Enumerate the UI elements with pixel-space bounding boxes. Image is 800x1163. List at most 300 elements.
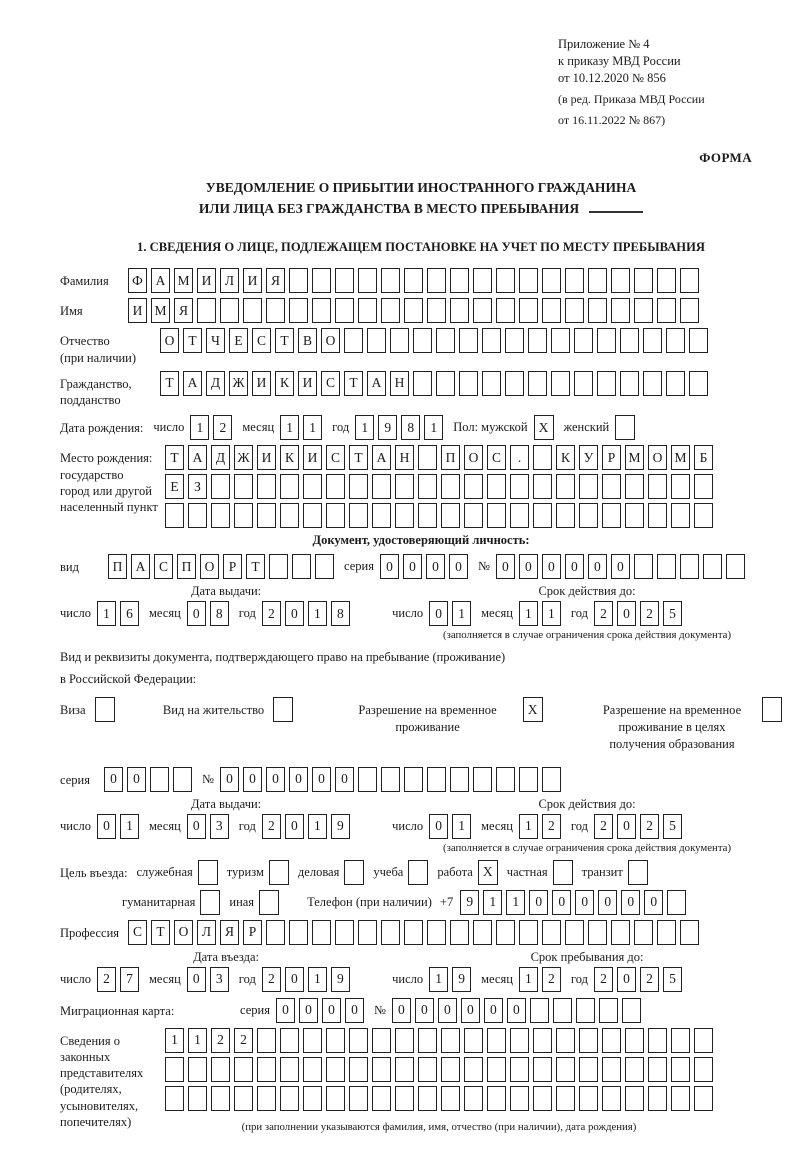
char-cell[interactable] xyxy=(611,920,630,945)
char-cell[interactable] xyxy=(188,1086,207,1111)
char-cell[interactable] xyxy=(349,1086,368,1111)
char-cell[interactable]: Т xyxy=(344,371,363,396)
char-cell[interactable] xyxy=(269,554,288,579)
char-cell[interactable] xyxy=(556,503,575,528)
char-cell[interactable] xyxy=(657,298,676,323)
char-cell[interactable] xyxy=(326,503,345,528)
char-cell[interactable] xyxy=(418,503,437,528)
char-cell[interactable]: 1 xyxy=(452,814,471,839)
char-cell[interactable] xyxy=(418,1086,437,1111)
char-cell[interactable] xyxy=(588,920,607,945)
char-cell[interactable] xyxy=(574,328,593,353)
char-cell[interactable] xyxy=(303,1028,322,1053)
char-cell[interactable] xyxy=(165,1086,184,1111)
char-cell[interactable] xyxy=(211,1057,230,1082)
char-cell[interactable]: 0 xyxy=(266,767,285,792)
char-cell[interactable]: Ж xyxy=(234,445,253,470)
char-cell[interactable]: 0 xyxy=(507,998,526,1023)
char-cell[interactable] xyxy=(551,371,570,396)
char-cell[interactable] xyxy=(372,1028,391,1053)
char-cell[interactable]: Я xyxy=(220,920,239,945)
char-cell[interactable]: 2 xyxy=(211,1028,230,1053)
char-cell[interactable]: Ч xyxy=(206,328,225,353)
char-cell[interactable]: М xyxy=(174,268,193,293)
char-cell[interactable] xyxy=(648,474,667,499)
char-cell[interactable] xyxy=(648,1057,667,1082)
char-cell[interactable]: 0 xyxy=(617,814,636,839)
char-cell[interactable]: 0 xyxy=(285,814,304,839)
char-cell[interactable] xyxy=(418,1028,437,1053)
char-cell[interactable]: 3 xyxy=(210,814,229,839)
char-cell[interactable]: Т xyxy=(151,920,170,945)
char-cell[interactable]: 6 xyxy=(120,601,139,626)
char-cell[interactable] xyxy=(312,920,331,945)
char-cell[interactable]: 1 xyxy=(452,601,471,626)
char-cell[interactable] xyxy=(519,767,538,792)
char-cell[interactable] xyxy=(220,298,239,323)
char-cell[interactable] xyxy=(349,474,368,499)
char-cell[interactable] xyxy=(556,1028,575,1053)
char-cell[interactable] xyxy=(450,767,469,792)
char-cell[interactable] xyxy=(211,1086,230,1111)
char-cell[interactable]: 0 xyxy=(552,890,571,915)
char-cell[interactable]: Е xyxy=(165,474,184,499)
char-cell[interactable]: С xyxy=(128,920,147,945)
char-cell[interactable] xyxy=(671,1028,690,1053)
char-cell[interactable] xyxy=(312,268,331,293)
char-cell[interactable]: И xyxy=(197,268,216,293)
char-cell[interactable]: Б xyxy=(694,445,713,470)
char-cell[interactable]: 0 xyxy=(529,890,548,915)
char-cell[interactable] xyxy=(326,1028,345,1053)
char-cell[interactable] xyxy=(349,1028,368,1053)
char-cell[interactable] xyxy=(542,767,561,792)
char-cell[interactable]: Л xyxy=(220,268,239,293)
char-cell[interactable]: 1 xyxy=(308,601,327,626)
char-cell[interactable]: 9 xyxy=(378,415,397,440)
char-cell[interactable]: 2 xyxy=(213,415,232,440)
char-cell[interactable] xyxy=(726,554,745,579)
char-cell[interactable] xyxy=(188,503,207,528)
sex-male-checkbox[interactable]: X xyxy=(534,415,554,440)
char-cell[interactable]: 2 xyxy=(97,967,116,992)
char-cell[interactable] xyxy=(381,767,400,792)
char-cell[interactable]: И xyxy=(243,268,262,293)
char-cell[interactable]: А xyxy=(151,268,170,293)
char-cell[interactable]: П xyxy=(441,445,460,470)
char-cell[interactable]: 0 xyxy=(220,767,239,792)
char-cell[interactable] xyxy=(441,474,460,499)
char-cell[interactable] xyxy=(671,1057,690,1082)
char-cell[interactable]: 0 xyxy=(426,554,445,579)
char-cell[interactable] xyxy=(450,298,469,323)
char-cell[interactable] xyxy=(450,920,469,945)
char-cell[interactable] xyxy=(579,1028,598,1053)
char-cell[interactable]: 1 xyxy=(542,601,561,626)
char-cell[interactable] xyxy=(556,1086,575,1111)
char-cell[interactable] xyxy=(680,920,699,945)
char-cell[interactable] xyxy=(390,328,409,353)
char-cell[interactable] xyxy=(427,767,446,792)
char-cell[interactable]: О xyxy=(200,554,219,579)
char-cell[interactable] xyxy=(413,328,432,353)
char-cell[interactable]: З xyxy=(188,474,207,499)
char-cell[interactable]: Н xyxy=(395,445,414,470)
char-cell[interactable]: 1 xyxy=(519,814,538,839)
char-cell[interactable] xyxy=(487,1057,506,1082)
char-cell[interactable] xyxy=(643,371,662,396)
purpose-official-checkbox[interactable] xyxy=(198,860,218,885)
char-cell[interactable]: 0 xyxy=(97,814,116,839)
char-cell[interactable]: 0 xyxy=(461,998,480,1023)
char-cell[interactable]: М xyxy=(671,445,690,470)
char-cell[interactable]: 0 xyxy=(575,890,594,915)
char-cell[interactable] xyxy=(257,1057,276,1082)
char-cell[interactable] xyxy=(464,1028,483,1053)
char-cell[interactable] xyxy=(533,445,552,470)
char-cell[interactable] xyxy=(634,920,653,945)
char-cell[interactable] xyxy=(622,998,641,1023)
char-cell[interactable] xyxy=(625,474,644,499)
char-cell[interactable] xyxy=(579,1057,598,1082)
char-cell[interactable]: К xyxy=(280,445,299,470)
temp-residence-checkbox[interactable]: X xyxy=(523,697,543,722)
char-cell[interactable]: К xyxy=(275,371,294,396)
char-cell[interactable]: 8 xyxy=(401,415,420,440)
char-cell[interactable] xyxy=(625,1057,644,1082)
char-cell[interactable] xyxy=(173,767,192,792)
char-cell[interactable] xyxy=(257,1028,276,1053)
char-cell[interactable]: 0 xyxy=(565,554,584,579)
char-cell[interactable] xyxy=(404,268,423,293)
char-cell[interactable]: 2 xyxy=(594,814,613,839)
char-cell[interactable]: П xyxy=(177,554,196,579)
char-cell[interactable] xyxy=(487,1086,506,1111)
char-cell[interactable]: 0 xyxy=(542,554,561,579)
char-cell[interactable]: 0 xyxy=(519,554,538,579)
char-cell[interactable] xyxy=(427,268,446,293)
char-cell[interactable]: 2 xyxy=(640,601,659,626)
char-cell[interactable]: А xyxy=(183,371,202,396)
char-cell[interactable] xyxy=(602,1086,621,1111)
char-cell[interactable] xyxy=(326,474,345,499)
char-cell[interactable] xyxy=(280,1057,299,1082)
char-cell[interactable] xyxy=(625,1028,644,1053)
char-cell[interactable]: 0 xyxy=(322,998,341,1023)
char-cell[interactable] xyxy=(689,328,708,353)
char-cell[interactable] xyxy=(542,920,561,945)
char-cell[interactable] xyxy=(671,474,690,499)
char-cell[interactable]: Ф xyxy=(128,268,147,293)
char-cell[interactable] xyxy=(666,328,685,353)
char-cell[interactable]: 0 xyxy=(187,814,206,839)
char-cell[interactable]: И xyxy=(252,371,271,396)
char-cell[interactable] xyxy=(634,298,653,323)
char-cell[interactable] xyxy=(473,767,492,792)
char-cell[interactable]: 0 xyxy=(415,998,434,1023)
char-cell[interactable] xyxy=(441,1028,460,1053)
char-cell[interactable] xyxy=(597,328,616,353)
char-cell[interactable]: 2 xyxy=(234,1028,253,1053)
char-cell[interactable] xyxy=(588,268,607,293)
char-cell[interactable] xyxy=(680,298,699,323)
char-cell[interactable] xyxy=(464,1086,483,1111)
char-cell[interactable] xyxy=(266,298,285,323)
char-cell[interactable] xyxy=(602,1057,621,1082)
char-cell[interactable] xyxy=(418,1057,437,1082)
char-cell[interactable] xyxy=(234,1057,253,1082)
char-cell[interactable] xyxy=(292,554,311,579)
char-cell[interactable] xyxy=(496,298,515,323)
char-cell[interactable]: 7 xyxy=(120,967,139,992)
char-cell[interactable] xyxy=(579,503,598,528)
purpose-business-checkbox[interactable] xyxy=(344,860,364,885)
char-cell[interactable] xyxy=(413,371,432,396)
char-cell[interactable]: 0 xyxy=(335,767,354,792)
char-cell[interactable] xyxy=(464,503,483,528)
char-cell[interactable]: 2 xyxy=(262,601,281,626)
char-cell[interactable] xyxy=(404,298,423,323)
char-cell[interactable]: 0 xyxy=(187,967,206,992)
char-cell[interactable] xyxy=(326,1086,345,1111)
char-cell[interactable]: 0 xyxy=(429,814,448,839)
char-cell[interactable]: 0 xyxy=(611,554,630,579)
char-cell[interactable] xyxy=(496,920,515,945)
char-cell[interactable] xyxy=(694,1028,713,1053)
char-cell[interactable] xyxy=(496,268,515,293)
char-cell[interactable] xyxy=(533,1057,552,1082)
char-cell[interactable]: 1 xyxy=(120,814,139,839)
char-cell[interactable]: 0 xyxy=(187,601,206,626)
char-cell[interactable] xyxy=(381,298,400,323)
char-cell[interactable] xyxy=(188,1057,207,1082)
char-cell[interactable] xyxy=(597,371,616,396)
char-cell[interactable] xyxy=(487,474,506,499)
char-cell[interactable]: 0 xyxy=(496,554,515,579)
char-cell[interactable] xyxy=(565,920,584,945)
char-cell[interactable]: 1 xyxy=(190,415,209,440)
char-cell[interactable] xyxy=(358,920,377,945)
char-cell[interactable]: И xyxy=(303,445,322,470)
char-cell[interactable]: 0 xyxy=(285,601,304,626)
char-cell[interactable] xyxy=(395,503,414,528)
char-cell[interactable] xyxy=(358,767,377,792)
char-cell[interactable] xyxy=(312,298,331,323)
char-cell[interactable]: 0 xyxy=(312,767,331,792)
char-cell[interactable] xyxy=(530,998,549,1023)
char-cell[interactable] xyxy=(487,1028,506,1053)
char-cell[interactable] xyxy=(625,1086,644,1111)
char-cell[interactable] xyxy=(289,268,308,293)
char-cell[interactable] xyxy=(404,767,423,792)
char-cell[interactable] xyxy=(418,445,437,470)
char-cell[interactable] xyxy=(565,268,584,293)
char-cell[interactable] xyxy=(459,328,478,353)
char-cell[interactable]: П xyxy=(108,554,127,579)
char-cell[interactable] xyxy=(280,503,299,528)
char-cell[interactable]: 2 xyxy=(542,814,561,839)
char-cell[interactable]: 9 xyxy=(331,814,350,839)
char-cell[interactable] xyxy=(487,503,506,528)
char-cell[interactable] xyxy=(450,268,469,293)
char-cell[interactable] xyxy=(611,268,630,293)
char-cell[interactable]: 5 xyxy=(663,967,682,992)
char-cell[interactable] xyxy=(473,268,492,293)
char-cell[interactable] xyxy=(372,503,391,528)
char-cell[interactable]: И xyxy=(257,445,276,470)
char-cell[interactable] xyxy=(326,1057,345,1082)
char-cell[interactable] xyxy=(257,1086,276,1111)
char-cell[interactable] xyxy=(427,298,446,323)
char-cell[interactable] xyxy=(533,503,552,528)
char-cell[interactable]: А xyxy=(367,371,386,396)
char-cell[interactable]: 2 xyxy=(542,967,561,992)
char-cell[interactable]: 2 xyxy=(640,967,659,992)
char-cell[interactable] xyxy=(528,371,547,396)
char-cell[interactable]: 2 xyxy=(262,967,281,992)
char-cell[interactable] xyxy=(533,474,552,499)
char-cell[interactable] xyxy=(335,298,354,323)
char-cell[interactable] xyxy=(280,1086,299,1111)
char-cell[interactable] xyxy=(519,920,538,945)
char-cell[interactable] xyxy=(266,920,285,945)
char-cell[interactable]: 0 xyxy=(621,890,640,915)
char-cell[interactable] xyxy=(579,1086,598,1111)
char-cell[interactable] xyxy=(349,1057,368,1082)
char-cell[interactable] xyxy=(464,474,483,499)
char-cell[interactable] xyxy=(358,268,377,293)
char-cell[interactable]: 0 xyxy=(598,890,617,915)
char-cell[interactable]: Т xyxy=(349,445,368,470)
char-cell[interactable] xyxy=(335,920,354,945)
char-cell[interactable] xyxy=(372,1057,391,1082)
char-cell[interactable] xyxy=(395,1028,414,1053)
char-cell[interactable] xyxy=(372,1086,391,1111)
char-cell[interactable]: 2 xyxy=(594,967,613,992)
char-cell[interactable]: С xyxy=(154,554,173,579)
char-cell[interactable]: Я xyxy=(266,268,285,293)
char-cell[interactable] xyxy=(510,1057,529,1082)
char-cell[interactable] xyxy=(565,298,584,323)
char-cell[interactable]: 0 xyxy=(588,554,607,579)
char-cell[interactable]: 1 xyxy=(429,967,448,992)
char-cell[interactable] xyxy=(602,474,621,499)
purpose-private-checkbox[interactable] xyxy=(553,860,573,885)
char-cell[interactable]: 1 xyxy=(519,967,538,992)
char-cell[interactable]: 1 xyxy=(506,890,525,915)
char-cell[interactable] xyxy=(680,268,699,293)
char-cell[interactable] xyxy=(519,268,538,293)
char-cell[interactable] xyxy=(510,503,529,528)
char-cell[interactable] xyxy=(349,503,368,528)
char-cell[interactable]: 0 xyxy=(345,998,364,1023)
visa-checkbox[interactable] xyxy=(95,697,115,722)
char-cell[interactable] xyxy=(680,554,699,579)
char-cell[interactable]: О xyxy=(174,920,193,945)
char-cell[interactable] xyxy=(436,371,455,396)
char-cell[interactable] xyxy=(643,328,662,353)
char-cell[interactable]: 2 xyxy=(640,814,659,839)
char-cell[interactable]: 9 xyxy=(331,967,350,992)
char-cell[interactable]: 0 xyxy=(243,767,262,792)
char-cell[interactable]: 0 xyxy=(299,998,318,1023)
char-cell[interactable] xyxy=(418,474,437,499)
char-cell[interactable] xyxy=(441,1086,460,1111)
char-cell[interactable]: Т xyxy=(183,328,202,353)
char-cell[interactable] xyxy=(542,268,561,293)
char-cell[interactable] xyxy=(303,474,322,499)
char-cell[interactable] xyxy=(303,1086,322,1111)
char-cell[interactable] xyxy=(625,503,644,528)
char-cell[interactable] xyxy=(211,503,230,528)
char-cell[interactable]: Т xyxy=(165,445,184,470)
char-cell[interactable] xyxy=(257,503,276,528)
char-cell[interactable]: А xyxy=(372,445,391,470)
char-cell[interactable] xyxy=(335,268,354,293)
char-cell[interactable]: 1 xyxy=(308,967,327,992)
char-cell[interactable]: С xyxy=(487,445,506,470)
char-cell[interactable]: А xyxy=(131,554,150,579)
char-cell[interactable] xyxy=(395,1057,414,1082)
char-cell[interactable] xyxy=(303,503,322,528)
char-cell[interactable]: 5 xyxy=(663,814,682,839)
char-cell[interactable] xyxy=(381,268,400,293)
char-cell[interactable]: И xyxy=(298,371,317,396)
char-cell[interactable] xyxy=(588,298,607,323)
char-cell[interactable]: 0 xyxy=(617,967,636,992)
char-cell[interactable] xyxy=(280,1028,299,1053)
char-cell[interactable] xyxy=(243,298,262,323)
char-cell[interactable]: 0 xyxy=(392,998,411,1023)
char-cell[interactable] xyxy=(671,1086,690,1111)
char-cell[interactable]: Р xyxy=(223,554,242,579)
char-cell[interactable] xyxy=(505,328,524,353)
char-cell[interactable]: Я xyxy=(174,298,193,323)
char-cell[interactable] xyxy=(703,554,722,579)
purpose-work-checkbox[interactable]: X xyxy=(478,860,498,885)
char-cell[interactable] xyxy=(556,1057,575,1082)
char-cell[interactable] xyxy=(533,1028,552,1053)
char-cell[interactable]: 8 xyxy=(210,601,229,626)
char-cell[interactable]: 0 xyxy=(289,767,308,792)
char-cell[interactable]: 1 xyxy=(308,814,327,839)
char-cell[interactable] xyxy=(234,1086,253,1111)
purpose-other-checkbox[interactable] xyxy=(259,890,279,915)
char-cell[interactable]: С xyxy=(252,328,271,353)
char-cell[interactable] xyxy=(496,767,515,792)
char-cell[interactable]: 0 xyxy=(104,767,123,792)
char-cell[interactable]: Е xyxy=(229,328,248,353)
char-cell[interactable] xyxy=(648,503,667,528)
char-cell[interactable]: Н xyxy=(390,371,409,396)
char-cell[interactable] xyxy=(657,268,676,293)
char-cell[interactable] xyxy=(611,298,630,323)
char-cell[interactable] xyxy=(551,328,570,353)
char-cell[interactable] xyxy=(510,1028,529,1053)
char-cell[interactable]: О xyxy=(464,445,483,470)
char-cell[interactable] xyxy=(464,1057,483,1082)
char-cell[interactable] xyxy=(648,1086,667,1111)
char-cell[interactable] xyxy=(372,474,391,499)
char-cell[interactable] xyxy=(395,1086,414,1111)
char-cell[interactable] xyxy=(165,1057,184,1082)
purpose-humanitarian-checkbox[interactable] xyxy=(200,890,220,915)
char-cell[interactable]: 1 xyxy=(165,1028,184,1053)
char-cell[interactable] xyxy=(542,298,561,323)
char-cell[interactable] xyxy=(553,998,572,1023)
char-cell[interactable] xyxy=(666,371,685,396)
char-cell[interactable]: 1 xyxy=(519,601,538,626)
